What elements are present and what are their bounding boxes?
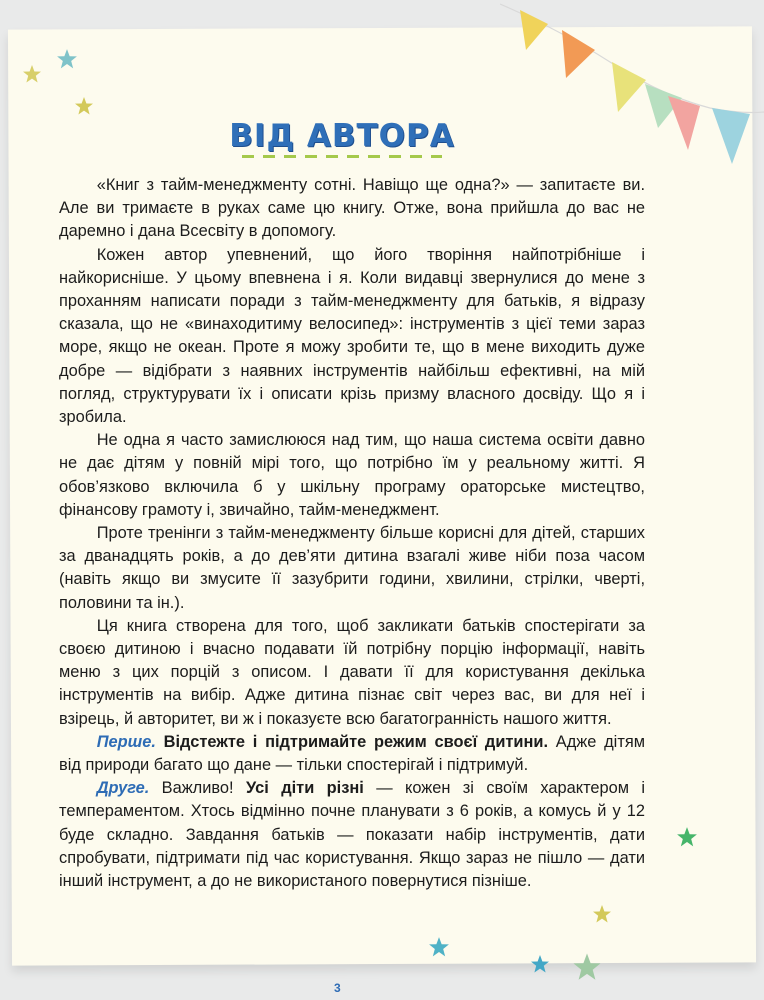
- star-icon: [56, 48, 78, 70]
- paragraph-text: Важливо!: [161, 779, 234, 798]
- paragraph-text: Адже дітям від природи багато що дане — тільки спостерігай і підтримуй.: [59, 732, 645, 775]
- paragraph-second: [59, 777, 645, 893]
- page-number: 3: [334, 981, 341, 995]
- paragraph-text: — кожен зі своїм характером і темпераментом. Хтось відмінно почне планувати з 6 років, а комусь й у 12 буде складно. Завдання батьків — показати набір інструментів, дати спробувати, підтримати під час користування. Якщо зараз не пішло — дати інший інструмент, а до не використаного повернутися пізніше.: [59, 779, 646, 891]
- paragraph: Ця книга створена для того, щоб закликати батьків спостерігати за своєю дитиною і вчасно подавати їй потрібну порцію інформації, навіть меню з цих порцій з описом. І давати її для користування декілька інструментів на вибір. Адже дитина пізнає світ через вас, ви для неї і взірець, й авторитет, ви ж і показуєте всю багатогранність нашого життя.: [59, 616, 645, 728]
- paragraph: Проте тренінги з тайм-менеджменту більше корисні для дітей, старших за дванадцять років, а до дев’яти дитина взагалі живе ніби поза часом (навіть якщо ви змусите її зазубрити години, хвилини, стрілки, чверті, половини та ін.).: [59, 524, 645, 612]
- body-text: [59, 174, 645, 893]
- star-icon: [676, 826, 698, 848]
- lead-label: Друге.: [96, 779, 150, 798]
- star-icon: [22, 64, 42, 84]
- flag-yellow-green: [612, 62, 646, 112]
- paragraph: «Книг з тайм-менеджменту сотні. Навіщо ще одна?» — запитаєте ви. Але ви тримаєте в руках саме цю книгу. Отже, вона прийшла до вас не даремно і дана Всесвіту в допомогу.: [59, 176, 645, 241]
- bold-phrase: Усі діти різні: [246, 779, 364, 798]
- star-icon: [592, 904, 612, 924]
- page-title: ВІД АВТОРА: [229, 118, 455, 154]
- lead-label: Перше.: [96, 732, 156, 751]
- flag-yellow: [520, 10, 548, 50]
- title-dashed-underline: [242, 155, 442, 158]
- paragraph: Не одна я часто замислююся над тим, що наша система освіти давно не дає дітям у повній мірі того, що потрібно їм у реальному житті. Я обов’язково включила б у шкільну програму ораторське мистецтво, фінансову грамоту і, звичайно, тайм-менеджмент.: [59, 431, 645, 519]
- star-icon: [572, 952, 602, 982]
- bold-phrase: Відстежте і підтримайте режим своєї дитини.: [163, 732, 549, 751]
- paragraph: Кожен автор упевнений, що його творіння найпотрібніше і найкорисніше. У цьому впевнена і я. Коли видавці звернулися до мене з проханням написати поради з тайм-менеджменту для батьків, я відразу сказала, що не «винаходитиму велосипед»: інструментів з цієї теми зараз море, якщо не океан. Проте я можу зробити те, що в мене виходить дуже добре — відібрати з наявних інструментів найбільш ефективні, на мій погляд, структурувати їх і описати крізь призму власного досвіду. Що я і зробила.: [59, 245, 645, 427]
- star-icon: [74, 96, 94, 116]
- flag-teal: [712, 108, 750, 164]
- flag-orange: [562, 30, 595, 78]
- star-icon: [428, 936, 450, 958]
- star-icon: [530, 954, 550, 974]
- paragraph-first: [59, 731, 645, 777]
